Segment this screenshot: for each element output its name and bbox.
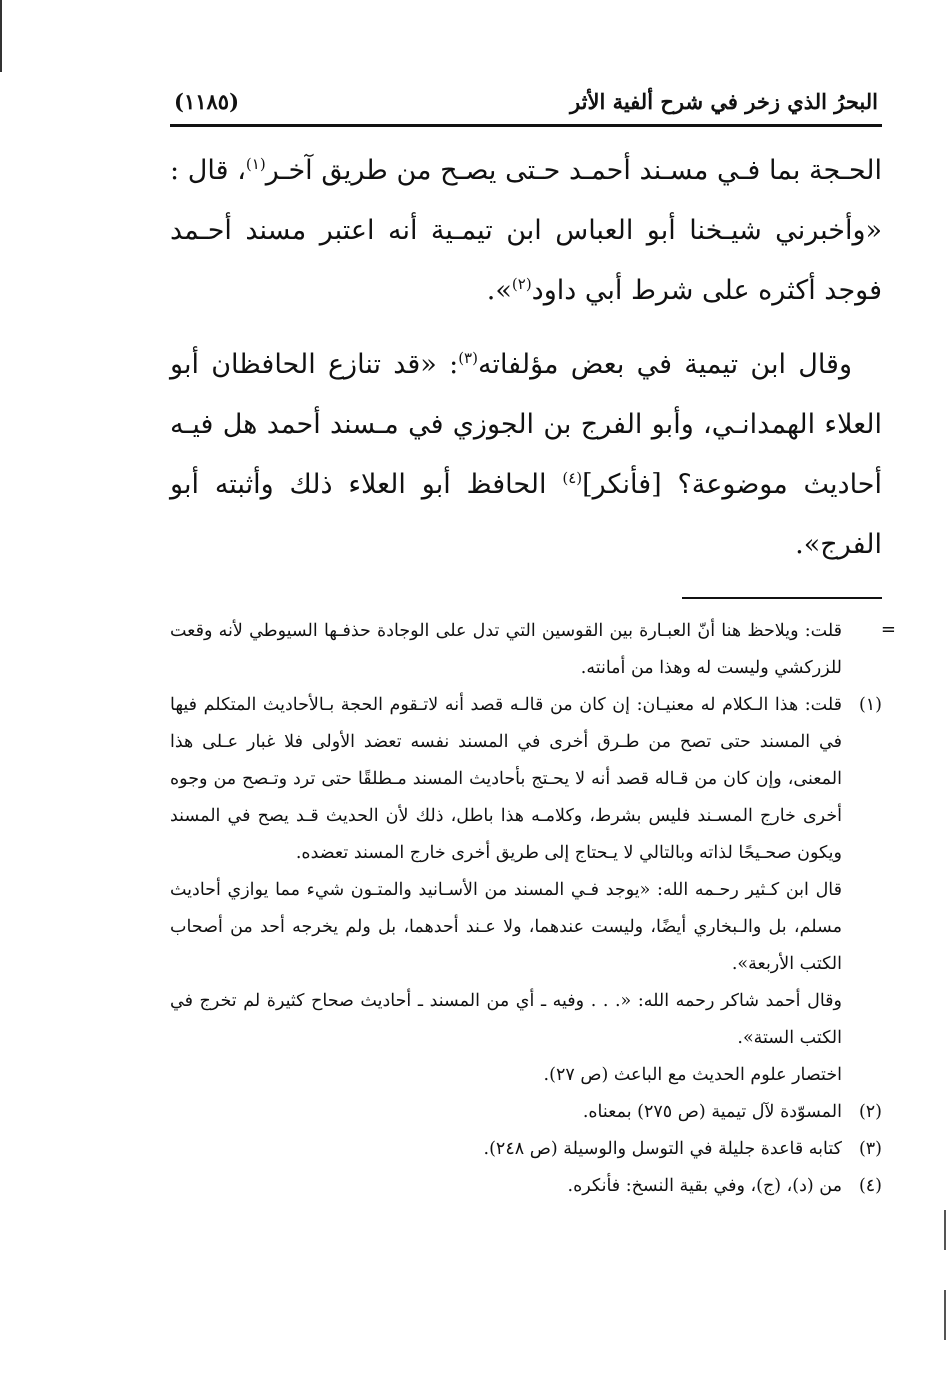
paragraph-1 [170, 141, 882, 321]
paragraph-2 [170, 335, 882, 575]
footnote-text: كتابه قاعدة جليلة في التوسل والوسيلة (ص ٢٤٨). [483, 1139, 842, 1159]
footnote-text: قلت: هذا الـكلام له معنيـان: إن كان من قالـه قصد أنه لاتـقوم الحجة بـالأحاديث المتكلم فيها في المسند حتى تصح من طـرق أخرى في المسند نفسه تعضد الأولى فلا غبار عـلى هذا المعنى، وإن كان من قـاله قصد أنه لا يحـتج بأحاديث المسند مـطلقًا حتى ترد وتـصح من وجوه أخرى خارج المسـند فليس بشرط، وكلامـه هذا باطل، ذلك لأن الحديث قـد يصح في المسند ويكون صحـيحًا لذاته وبالتالي لا يـحتاج إلى طريق أخرى خارج المسند تعضده. [170, 695, 842, 863]
footnote-ref: (٤) [562, 469, 583, 487]
footnote-number: (٣) [858, 1139, 882, 1159]
footnote-number: (٤) [858, 1176, 882, 1196]
page-header [170, 80, 882, 122]
footnote-1 [170, 687, 882, 872]
text-run: ». [486, 275, 512, 306]
footnote-1-source: اختصار علوم الحديث مع الباعث (ص ٢٧). [543, 1065, 842, 1085]
footnote-continuation: قلت: ويلاحظ هنا أنّ العبـارة بين القوسين التي تدل على الوجادة حذفـها السيوطي لأنه وقعت للزركشي وليست له وهذا من أمانته. [170, 621, 842, 678]
header-rule [170, 124, 882, 127]
footnote-number: (١) [858, 695, 882, 715]
body-text [170, 141, 882, 575]
footnote-ref: (٣) [458, 349, 478, 367]
scan-edge-mark [0, 0, 2, 72]
book-page [170, 80, 896, 1205]
footnote-ref: (١) [245, 155, 266, 173]
running-title: البحرُ الذي زخر في شرح ألفية الأثر [570, 88, 878, 114]
text-run: الحافظ أبو العلاء ذلك وأثبته أبو الفرج». [170, 469, 882, 560]
footnote-ref: (٢) [511, 275, 532, 293]
text-run: وقال ابن تيمية في بعض مؤلفاته [477, 349, 852, 380]
text-run: ، قال : «وأخبرني شيـخنا أبو العباس ابن تيمـية أنه اعتبر مسند أحـمد فوجد أكثره على شرط أبي داود [170, 155, 882, 306]
footnote-rule [682, 597, 882, 599]
footnote-text: المسوّدة لآل تيمية (ص ٢٧٥) بمعناه. [582, 1102, 842, 1122]
footnotes [170, 613, 896, 1205]
footnote-2 [170, 1094, 882, 1131]
text-run: الحـجة بما فـي مسـند أحمـد حـتى يصـح من طريق آخـر [265, 155, 882, 186]
page-number: (١١٨٥) [174, 88, 239, 114]
scan-edge-mark-right [944, 1210, 946, 1250]
footnote-number: (٢) [858, 1102, 882, 1122]
continuation-mark: = [880, 619, 896, 640]
text-run: : «قد تنازع الحافظان أبو العلاء الهمدانـي، وأبو الفرج بن الجوزي في مـسند أحمد هل فيـه أحاديث موضوعة؟ [فأنكر] [170, 349, 882, 500]
footnote-4 [170, 1168, 882, 1205]
footnote-1-quote-shakir: وقال أحمد شاكر رحمه الله: «. . . وفيه ـ أي من المسند ـ أحاديث صحاح كثيرة لم تخرج في الكتب الستة». [170, 991, 842, 1048]
footnote-1-quote-ibn-kathir: قال ابن كـثير رحـمه الله: «يوجد فـي المسند من الأسـانيد والمتـون شيء مما يوازي أحاديث مسلم، بل والـبخاري أيضًا، وليست عندهما، ولا عـند أحدهما، بل ولم يخرجه أحد من أصحاب الكتب الأربعة». [170, 880, 842, 974]
scan-edge-mark-right [944, 1290, 946, 1340]
footnote-text: من (د)، (ج)، وفي بقية النسخ: فأنكره. [567, 1176, 842, 1196]
footnote-3 [170, 1131, 882, 1168]
